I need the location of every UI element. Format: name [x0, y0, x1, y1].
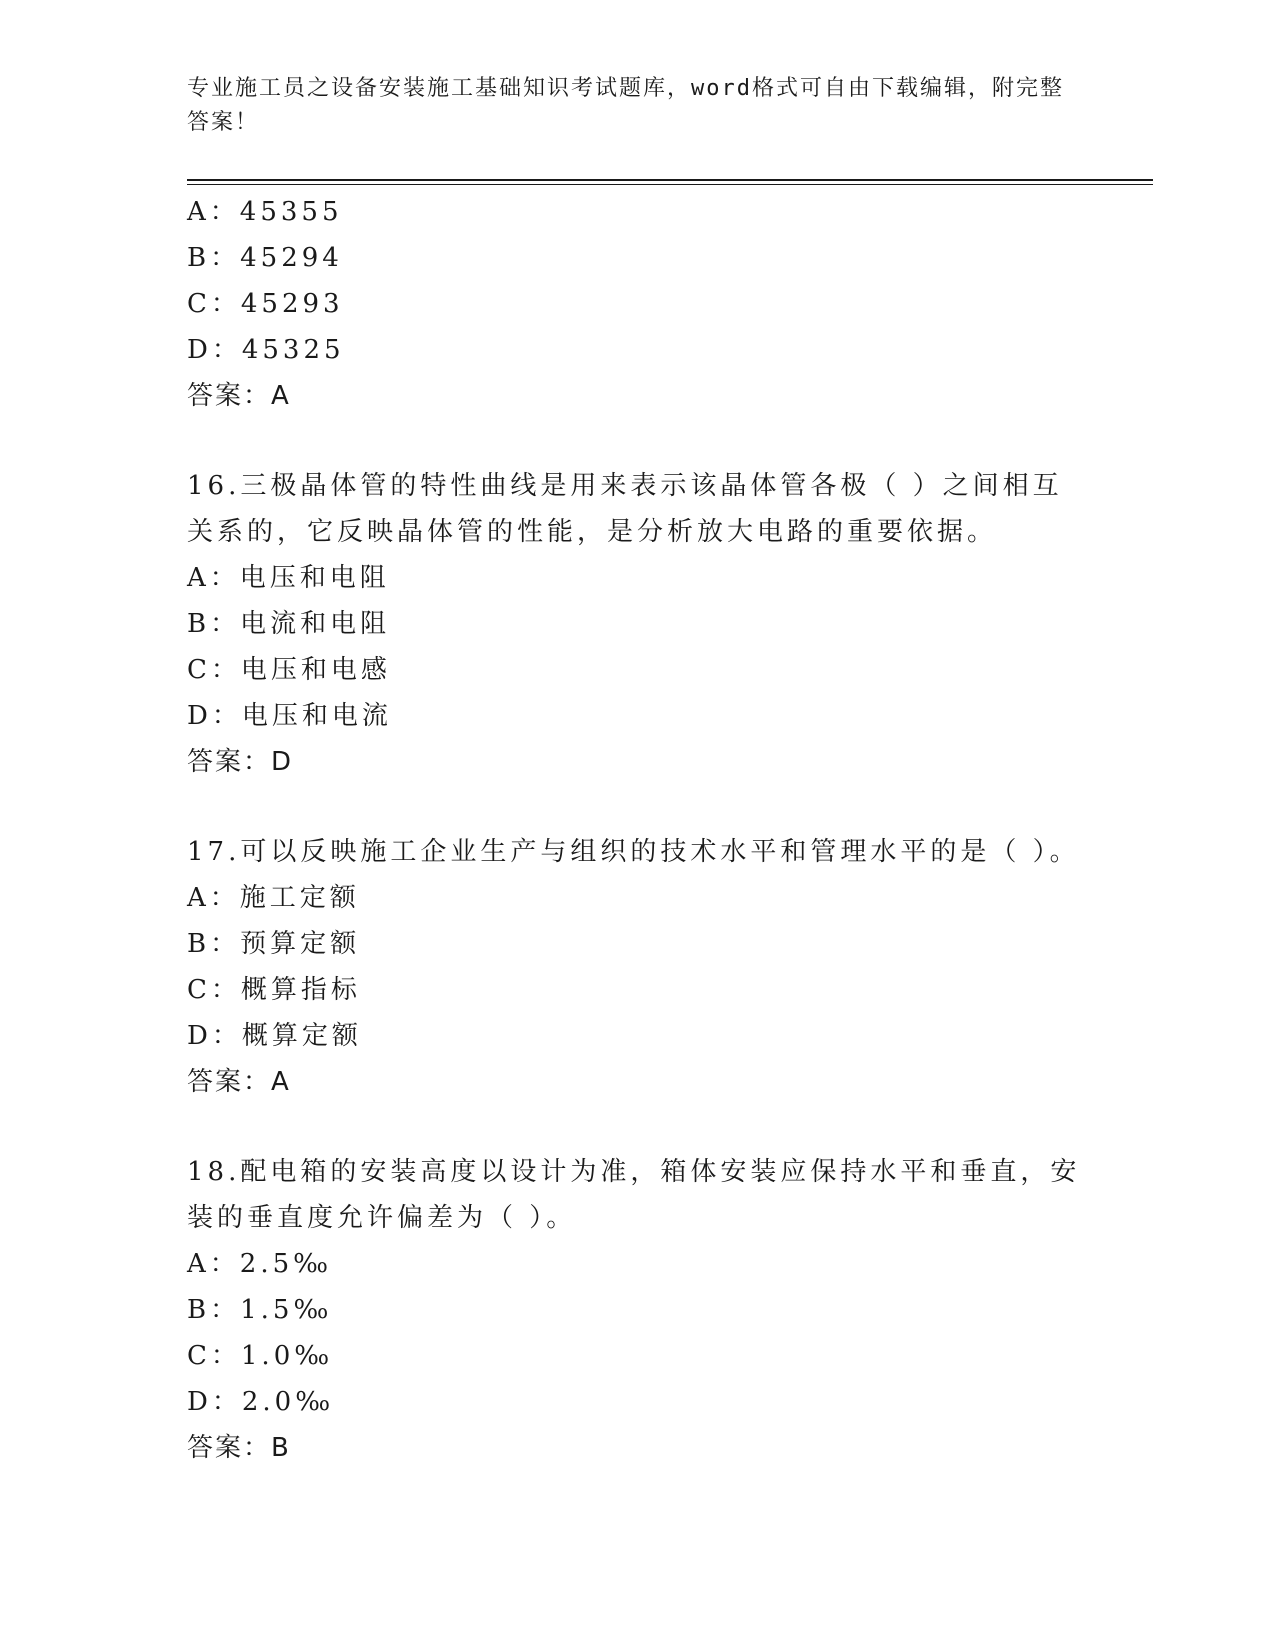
answer: 答案：D: [187, 747, 294, 777]
option-d: D：45325: [187, 335, 345, 365]
option-a: A：2.5‰: [187, 1249, 333, 1279]
option-c: C：45293: [187, 289, 344, 319]
answer: 答案：A: [187, 1067, 291, 1097]
option-d: D：2.0‰: [187, 1387, 335, 1417]
option-b: B：45294: [187, 243, 343, 273]
option-b: B：1.5‰: [187, 1295, 333, 1325]
option-a: A：45355: [187, 197, 343, 227]
answer: 答案：A: [187, 381, 291, 411]
answer: 答案：B: [187, 1433, 291, 1463]
question-list: [187, 189, 1087, 1471]
question-15: [187, 189, 1087, 419]
option-d: D：电压和电流: [187, 701, 392, 731]
question-18: [187, 1149, 1087, 1471]
option-c: C：概算指标: [187, 975, 361, 1005]
header-divider-thin: [187, 184, 1153, 185]
document-header: 专业施工员之设备安装施工基础知识考试题库，word格式可自由下载编辑，附完整答案！: [187, 76, 1064, 135]
option-a: A：电压和电阻: [187, 563, 390, 593]
option-c: C：电压和电感: [187, 655, 391, 685]
question-stem: 17.可以反映施工企业生产与组织的技术水平和管理水平的是（ ）。: [187, 837, 1080, 867]
option-a: A：施工定额: [187, 883, 360, 913]
question-stem: 18.配电箱的安装高度以设计为准，箱体安装应保持水平和垂直，安装的垂直度允许偏差为（ ）。: [187, 1157, 1081, 1233]
option-d: D：概算定额: [187, 1021, 362, 1051]
question-16: [187, 463, 1087, 785]
header-divider-thick: [187, 179, 1153, 181]
option-b: B：预算定额: [187, 929, 361, 959]
option-c: C：1.0‰: [187, 1341, 334, 1371]
option-b: B：电流和电阻: [187, 609, 391, 639]
question-17: [187, 829, 1087, 1105]
question-stem: 16.三极晶体管的特性曲线是用来表示该晶体管各极（ ）之间相互关系的，它反映晶体管的性能，是分析放大电路的重要依据。: [187, 471, 1063, 547]
